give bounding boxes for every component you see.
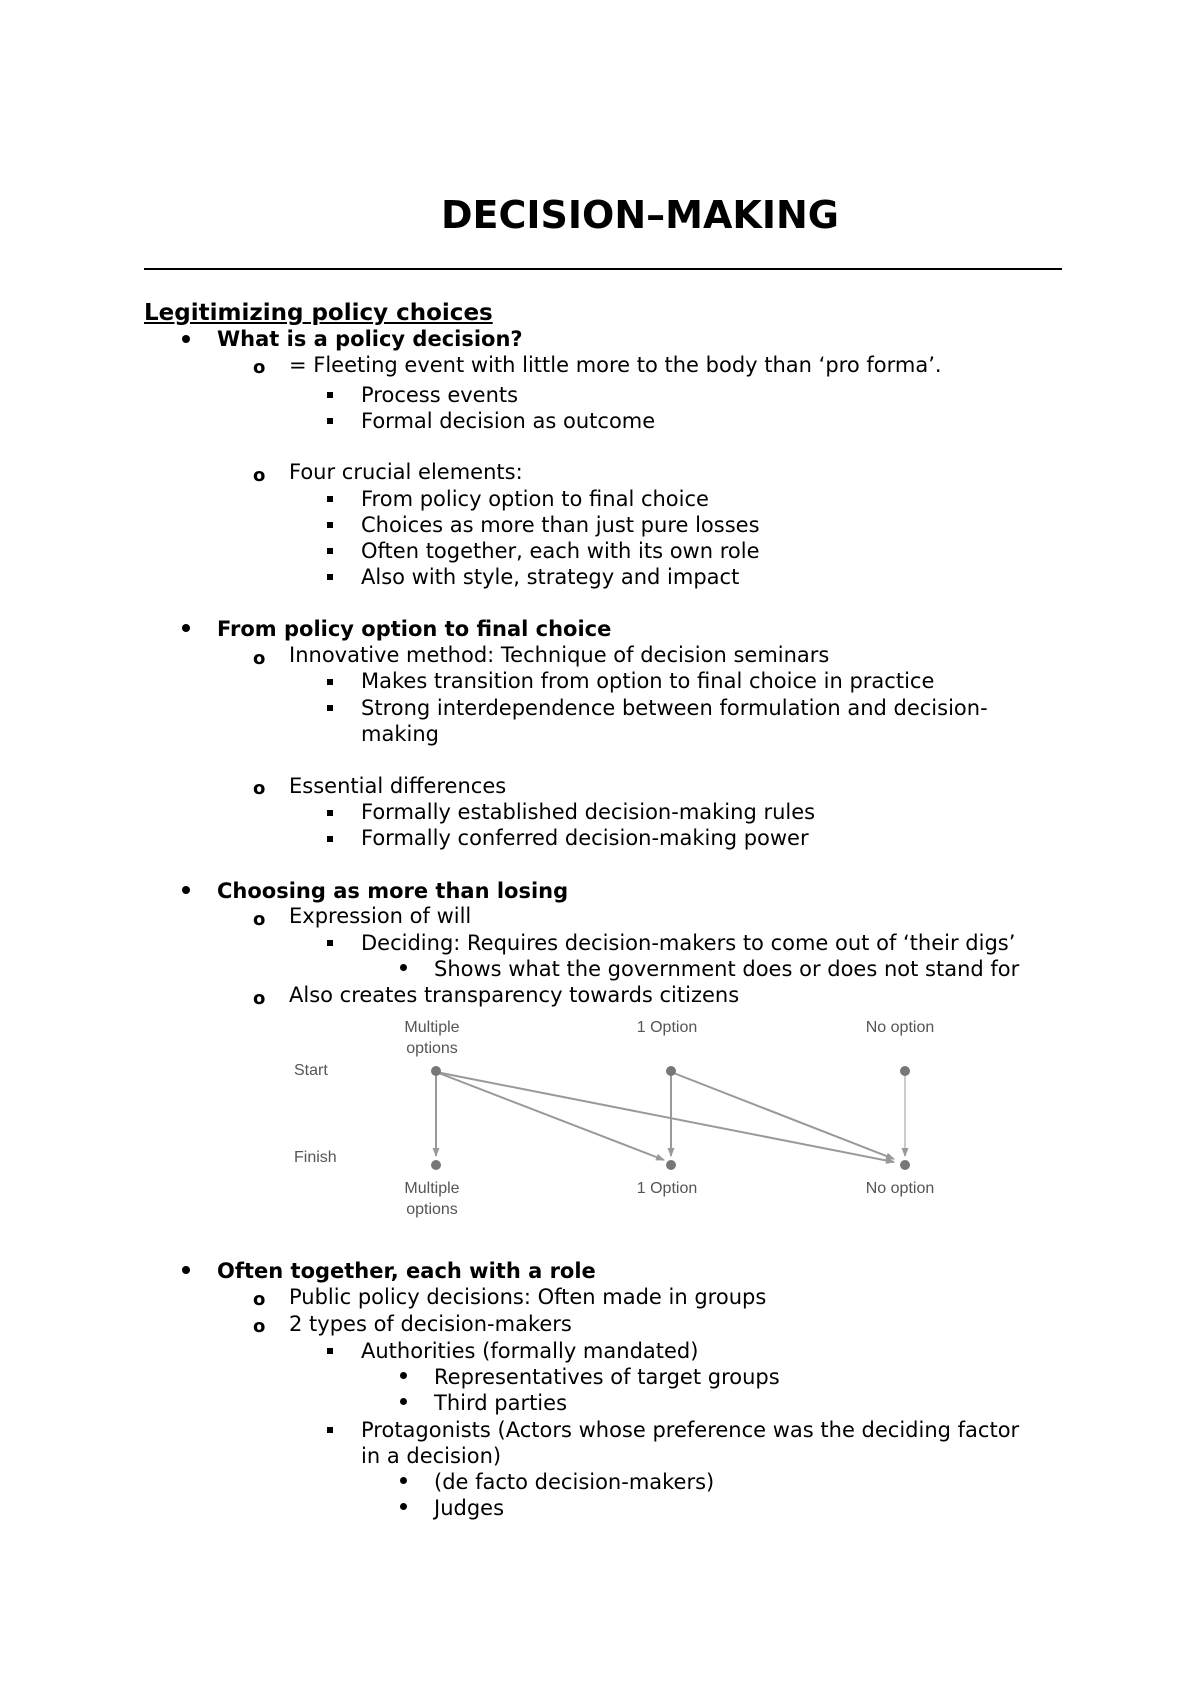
- list-item: Often together, each with its own role: [361, 539, 760, 563]
- heading-choosing: Choosing as more than losing: [217, 879, 569, 903]
- list-item: 2 types of decision-makers: [289, 1312, 572, 1336]
- list-item: Choices as more than just pure losses: [361, 513, 760, 537]
- arrow-one-to-none: [671, 1072, 894, 1159]
- list-item: (de facto decision-makers): [434, 1470, 715, 1494]
- list-item: Protagonists (Actors whose preference was the deciding factor: [361, 1418, 1020, 1442]
- bullet-dot: [182, 335, 190, 343]
- heading-often-together: Often together, each with a role: [217, 1259, 596, 1283]
- list-item: Strong interdependence between formulation and decision-: [361, 696, 988, 720]
- bullet-square: [327, 574, 333, 580]
- label-top-one-option: 1 Option: [636, 1019, 698, 1036]
- bullet-dot: [400, 1477, 407, 1484]
- bullet-circle: o: [253, 648, 266, 669]
- list-item: Also with style, strategy and impact: [361, 565, 740, 589]
- bullet-square: [327, 940, 333, 946]
- bullet-square: [327, 522, 333, 528]
- list-item: Deciding: Requires decision-makers to come out of ‘their digs’: [361, 931, 1016, 955]
- node-finish-one: [666, 1160, 676, 1170]
- list-item: Formally conferred decision-making power: [361, 826, 809, 850]
- bullet-square: [327, 418, 333, 424]
- list-item: From policy option to final choice: [361, 487, 709, 511]
- list-item: = Fleeting event with little more to the body than ‘pro forma’.: [289, 353, 942, 377]
- label-finish: Finish: [294, 1149, 337, 1166]
- bullet-square: [327, 496, 333, 502]
- bullet-dot: [182, 1266, 190, 1274]
- bullet-square: [327, 1427, 333, 1433]
- list-item: Makes transition from option to final choice in practice: [361, 669, 935, 693]
- node-start-none: [900, 1066, 910, 1076]
- list-item: Formal decision as outcome: [361, 409, 656, 433]
- list-item: Third parties: [434, 1391, 568, 1415]
- decision-flow-diagram: [280, 1010, 1000, 1230]
- bullet-circle: o: [253, 778, 266, 799]
- label-top-multiple-2: options: [406, 1040, 458, 1057]
- label-start: Start: [294, 1062, 328, 1079]
- bullet-dot: [400, 964, 407, 971]
- page-title: DECISION–MAKING: [441, 193, 839, 237]
- list-item: Process events: [361, 383, 519, 407]
- label-top-no-option: No option: [865, 1019, 935, 1036]
- bullet-circle: o: [253, 1289, 266, 1310]
- list-item: Shows what the government does or does not stand for: [434, 957, 1020, 981]
- list-item: Public policy decisions: Often made in groups: [289, 1285, 767, 1309]
- label-bottom-one-option: 1 Option: [636, 1180, 698, 1197]
- list-item: Also creates transparency towards citizens: [289, 983, 740, 1007]
- list-item: Expression of will: [289, 904, 472, 928]
- bullet-dot: [400, 1372, 407, 1379]
- bullet-circle: o: [253, 357, 266, 378]
- heading-policy-option: From policy option to final choice: [217, 617, 612, 641]
- list-item: Representatives of target groups: [434, 1365, 780, 1389]
- bullet-square: [327, 705, 333, 711]
- bullet-circle: o: [253, 1316, 266, 1337]
- bullet-square: [327, 392, 333, 398]
- section-heading: Legitimizing policy choices: [144, 300, 493, 326]
- node-finish-multiple: [431, 1160, 441, 1170]
- arrow-multiple-to-one: [436, 1072, 664, 1160]
- title-divider: [144, 268, 1062, 270]
- node-finish-none: [900, 1160, 910, 1170]
- bullet-circle: o: [253, 909, 266, 930]
- list-item: in a decision): [361, 1444, 502, 1468]
- bullet-dot: [400, 1503, 407, 1510]
- bullet-dot: [182, 886, 190, 894]
- label-bottom-no-option: No option: [865, 1180, 935, 1197]
- bullet-circle: o: [253, 465, 266, 486]
- arrow-multiple-to-none: [436, 1072, 894, 1162]
- node-start-multiple: [431, 1066, 441, 1076]
- label-bottom-multiple-2: options: [406, 1201, 458, 1218]
- bullet-square: [327, 810, 333, 816]
- list-item: Innovative method: Technique of decision seminars: [289, 643, 830, 667]
- list-item: Authorities (formally mandated): [361, 1339, 699, 1363]
- bullet-dot: [400, 1398, 407, 1405]
- bullet-circle: o: [253, 988, 266, 1009]
- list-item: Four crucial elements:: [289, 460, 523, 484]
- bullet-square: [327, 548, 333, 554]
- bullet-dot: [182, 624, 190, 632]
- bullet-square: [327, 679, 333, 685]
- bullet-square: [327, 836, 333, 842]
- node-start-one: [666, 1066, 676, 1076]
- list-item: making: [361, 722, 439, 746]
- bullet-square: [327, 1348, 333, 1354]
- list-item: Formally established decision-making rules: [361, 800, 816, 824]
- label-bottom-multiple: Multiple: [404, 1180, 460, 1197]
- label-top-multiple: Multiple: [404, 1019, 460, 1036]
- list-item: Essential differences: [289, 774, 507, 798]
- list-item: Judges: [434, 1496, 505, 1520]
- heading-what-is-policy-decision: What is a policy decision?: [217, 327, 523, 351]
